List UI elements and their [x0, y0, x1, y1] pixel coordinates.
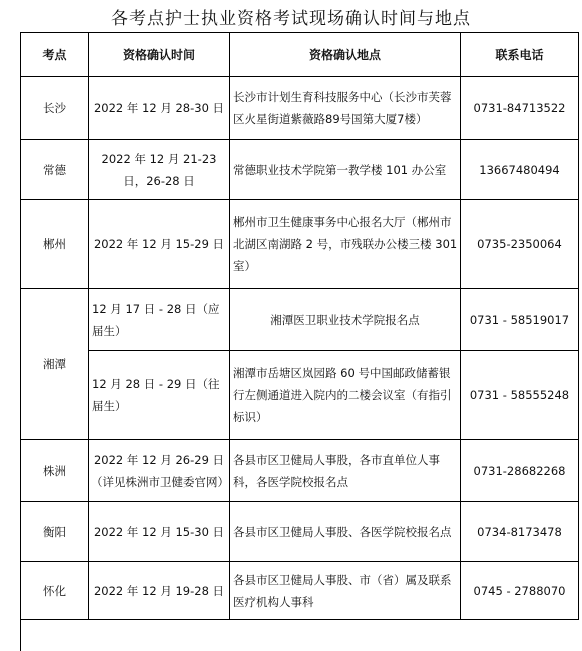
- site-cell: 长沙: [21, 77, 89, 140]
- place-cell: 湘潭市岳塘区岚园路 60 号中国邮政储蓄银行左侧通道进入院内的二楼会议室（有指引标识）: [230, 351, 461, 440]
- header-site: 考点: [21, 33, 89, 77]
- time-cell: 2022 年 12 月 15-29 日: [89, 200, 230, 289]
- header-place: 资格确认地点: [230, 33, 461, 77]
- time-cell: 12 月 17 日 - 28 日（应届生）: [89, 289, 230, 351]
- phone-cell: 13667480494: [461, 140, 579, 200]
- phone-cell: 0734-8173478: [461, 502, 579, 562]
- time-cell: 2022 年 12 月 26-29 日（详见株洲市卫健委官网）: [89, 440, 230, 502]
- phone-cell: 0731-84713522: [461, 77, 579, 140]
- table-row: [21, 140, 579, 200]
- phone-cell: 0731 - 58555248: [461, 351, 579, 440]
- site-cell: 株洲: [21, 440, 89, 502]
- time-cell: 12 月 28 日 - 29 日（往届生）: [89, 351, 230, 440]
- site-cell: 常德: [21, 140, 89, 200]
- table-row: [21, 351, 579, 440]
- place-cell: 各县市区卫健局人事股、市（省）属及联系医疗机构人事科: [230, 562, 461, 620]
- phone-cell: 0735-2350064: [461, 200, 579, 289]
- page-title: 各考点护士执业资格考试现场确认时间与地点: [111, 9, 471, 29]
- table-row: [21, 289, 579, 351]
- table-row: [21, 200, 579, 289]
- time-cell: 2022 年 12 月 19-28 日: [89, 562, 230, 620]
- site-cell: 湘潭: [21, 289, 89, 440]
- header-time: 资格确认时间: [89, 33, 230, 77]
- site-cell: 怀化: [21, 562, 89, 620]
- site-cell: 郴州: [21, 200, 89, 289]
- place-cell: 长沙市计划生育科技服务中心（长沙市芙蓉区火星街道紫薇路89号国第大厦7楼）: [230, 77, 461, 140]
- table-header-row: [21, 33, 579, 77]
- place-cell: 湘潭医卫职业技术学院报名点: [230, 289, 461, 351]
- phone-cell: 0745 - 2788070: [461, 562, 579, 620]
- phone-cell: 0731-28682268: [461, 440, 579, 502]
- table-row: [21, 77, 579, 140]
- table-bottom-edge: [20, 620, 21, 651]
- confirmation-table: [20, 32, 579, 620]
- place-cell: 各县市区卫健局人事股，各市直单位人事科，各医学院校报名点: [230, 440, 461, 502]
- place-cell: 常德职业技术学院第一教学楼 101 办公室: [230, 140, 461, 200]
- site-cell: 衡阳: [21, 502, 89, 562]
- table-row: [21, 440, 579, 502]
- time-cell: 2022 年 12 月 15-30 日: [89, 502, 230, 562]
- header-phone: 联系电话: [461, 33, 579, 77]
- phone-cell: 0731 - 58519017: [461, 289, 579, 351]
- table-row: [21, 502, 579, 562]
- time-cell: 2022 年 12 月 28-30 日: [89, 77, 230, 140]
- place-cell: 郴州市卫生健康事务中心报名大厅（郴州市北湖区南湖路 2 号，市残联办公楼三楼 301 室）: [230, 200, 461, 289]
- time-cell: 2022 年 12 月 21-23 日，26-28 日: [89, 140, 230, 200]
- table-row: [21, 562, 579, 620]
- place-cell: 各县市区卫健局人事股、各医学院校报名点: [230, 502, 461, 562]
